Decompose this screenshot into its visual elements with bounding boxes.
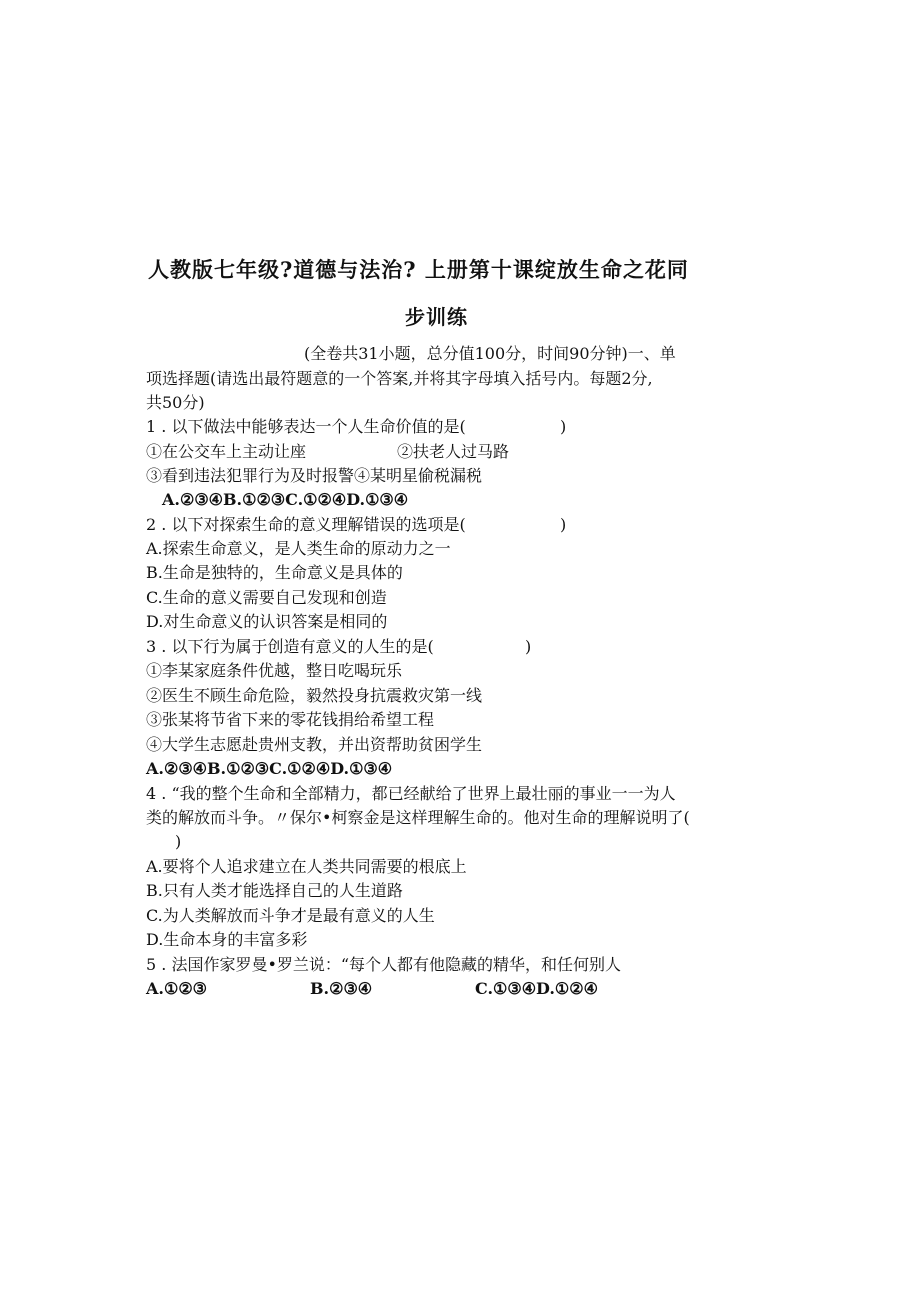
question-3-option-4: ④大学生志愿赴贵州支教，并出资帮助贫困学生 (146, 735, 483, 754)
question-3-option-1: ①李某家庭条件优越，整日吃喝玩乐 (146, 661, 403, 680)
document-title: 人教版七年级?道德与法治? 上册第十课绽放生命之花同 (148, 257, 689, 282)
question-5-choice-b: B.②③④ (310, 979, 373, 998)
intro-line-1: (全卷共31小题，总分值100分，时间90分钟)一、单 (304, 344, 676, 363)
question-5-stem: 5 . 法国作家罗曼•罗兰说：“每个人都有他隐藏的精华，和任何别人 (146, 955, 622, 974)
question-4-stem-line-2: 类的解放而斗争。〃保尔•柯察金是这样理解生命的。他对生命的理解说明了( (146, 808, 690, 827)
question-4-option-b: B.只有人类才能选择自己的人生道路 (146, 881, 403, 900)
question-2-option-c: C.生命的意义需要自己发现和创造 (146, 588, 387, 607)
question-3-option-2: ②医生不顾生命危险，毅然投身抗震救灾第一线 (146, 686, 483, 705)
question-4-option-d: D.生命本身的丰富多彩 (146, 930, 308, 949)
document-title-continued: 步训练 (405, 305, 468, 329)
question-2-option-b: B.生命是独特的，生命意义是具体的 (146, 563, 403, 582)
question-2-close-paren: ) (560, 515, 567, 534)
question-4-option-a: A.要将个人追求建立在人类共同需要的根底上 (146, 857, 467, 876)
question-4-close-paren: ) (175, 832, 182, 851)
question-2-option-d: D.对生命意义的认识答案是相同的 (146, 612, 388, 631)
question-1-option-1: ①在公交车上主动让座 (146, 442, 307, 461)
question-3-choices: A.②③④B.①②③C.①②④D.①③④ (146, 759, 393, 778)
intro-line-2: 项选择题(请选出最符题意的一个答案,并将其字母填入括号内。每题2分, (146, 369, 653, 388)
question-1-option-3: ③看到违法犯罪行为及时报警④某明星偷税漏税 (146, 466, 483, 485)
question-3-stem: 3 . 以下行为属于创造有意义的人生的是( (146, 637, 434, 656)
question-1-close-paren: ) (560, 417, 567, 436)
question-2-stem: 2 . 以下对探索生命的意义理解错误的选项是( (146, 515, 466, 534)
question-1-choices: A.②③④B.①②③C.①②④D.①③④ (162, 490, 409, 509)
question-3-close-paren: ) (525, 637, 532, 656)
question-2-option-a: A.探索生命意义，是人类生命的原动力之一 (146, 539, 451, 558)
question-1-stem: 1 . 以下做法中能够表达一个人生命价值的是( (146, 417, 466, 436)
question-4-option-c: C.为人类解放而斗争才是最有意义的人生 (146, 906, 435, 925)
question-3-option-3: ③张某将节省下来的零花钱捐给希望工程 (146, 710, 435, 729)
question-1-option-2: ②扶老人过马路 (397, 442, 510, 461)
question-4-stem-line-1: 4 . “我的整个生命和全部精力，都已经献给了世界上最壮丽的事业一一为人 (146, 784, 676, 803)
question-5-choices-c-d: C.①③④D.①②④ (475, 979, 598, 998)
intro-line-3: 共50分) (146, 393, 205, 412)
question-5-choice-a: A.①②③ (146, 979, 208, 998)
